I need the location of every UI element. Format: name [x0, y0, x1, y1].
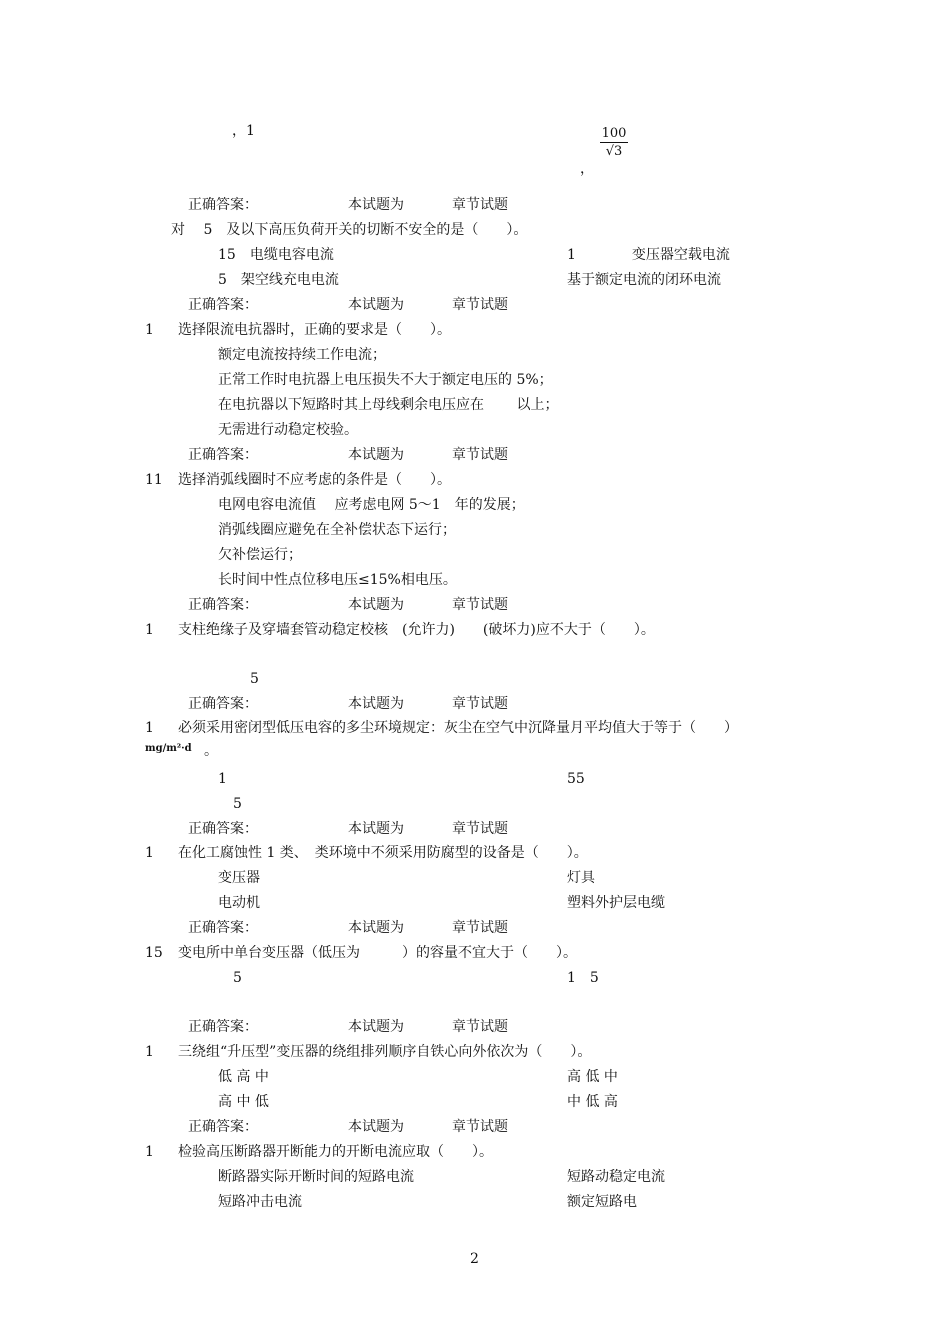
fraction-numerator: 100 [601, 126, 627, 141]
option-b: 灯具 [567, 870, 595, 886]
option-c: 短路冲击电流 [218, 1194, 302, 1210]
option-a: 15 电缆电容电流 [218, 247, 334, 263]
answer-label: 正确答案： [188, 920, 258, 936]
question-stem: 检验高压断路器开断能力的开断电流应取（ ）。 [178, 1144, 493, 1160]
answer-label: 正确答案： [188, 197, 258, 213]
question-number: 1 [145, 720, 154, 736]
stem-end-punctuation: 。 [204, 743, 218, 759]
option-b: 高 低 中 [567, 1069, 618, 1085]
question-type-label: 本试题为 [348, 920, 404, 936]
option-d: 基于额定电流的闭环电流 [567, 272, 721, 288]
unit-mg-per-m2-d: mg/m²·d [145, 743, 192, 754]
question-stem: 选择限流电抗器时，正确的要求是（ ）。 [178, 322, 451, 338]
option-b: 1 5 [567, 970, 599, 986]
question-type-label: 本试题为 [348, 597, 404, 613]
option-d: 无需进行动稳定校验。 [218, 422, 358, 438]
option-a: 5 [233, 970, 242, 986]
chapter-label: 章节试题 [452, 597, 508, 613]
question-stem: 支柱绝缘子及穿墙套管动稳定校核 (允许力) (破坏力)应不大于（ ）。 [178, 622, 655, 638]
top-fragment-text: ，1 [232, 123, 255, 139]
option-a: 额定电流按持续工作电流； [218, 347, 386, 363]
chapter-label: 章节试题 [452, 297, 508, 313]
option-c: 欠补偿运行； [218, 547, 302, 563]
question-stem: 变电所中单台变压器（低压为 ）的容量不宜大于（ ）。 [178, 945, 577, 961]
option-d: 长时间中性点位移电压≤15%相电压。 [218, 572, 457, 588]
question-number: 1 [145, 622, 154, 638]
option-b: 正常工作时电抗器上电压损失不大于额定电压的 5%； [218, 372, 553, 388]
option-a: 5 [250, 671, 259, 687]
chapter-label: 章节试题 [452, 920, 508, 936]
answer-label: 正确答案： [188, 696, 258, 712]
fraction-denominator: √3 [605, 144, 623, 159]
fraction-100-over-sqrt3 [600, 126, 628, 159]
question-number: 1 [145, 1144, 154, 1160]
question-stem: 对 5 及以下高压负荷开关的切断不安全的是（ ）。 [171, 222, 528, 238]
answer-label: 正确答案： [188, 821, 258, 837]
chapter-label: 章节试题 [452, 1019, 508, 1035]
option-b: 短路动稳定电流 [567, 1169, 665, 1185]
question-stem: 三绕组“升压型”变压器的绕组排列顺序自铁心向外依次为（ ）。 [178, 1044, 592, 1060]
chapter-label: 章节试题 [452, 696, 508, 712]
answer-label: 正确答案： [188, 1019, 258, 1035]
question-type-label: 本试题为 [348, 1119, 404, 1135]
option-a: 断路器实际开断时间的短路电流 [218, 1169, 414, 1185]
question-number: 1 [145, 845, 154, 861]
option-b: 1 变压器空载电流 [567, 247, 730, 263]
option-c: 5 架空线充电电流 [218, 272, 339, 288]
question-type-label: 本试题为 [348, 696, 404, 712]
answer-label: 正确答案： [188, 447, 258, 463]
option-c: 高 中 低 [218, 1094, 269, 1110]
question-type-label: 本试题为 [348, 297, 404, 313]
question-number: 1 [145, 1044, 154, 1060]
option-d: 塑料外护层电缆 [567, 895, 665, 911]
option-c: 5 [233, 796, 242, 812]
answer-label: 正确答案： [188, 597, 258, 613]
option-a: 低 高 中 [218, 1069, 269, 1085]
question-type-label: 本试题为 [348, 1019, 404, 1035]
question-stem: 在化工腐蚀性 1 类、 类环境中不须采用防腐型的设备是（ ）。 [178, 845, 588, 861]
question-number: 1 [145, 322, 154, 338]
option-c: 电动机 [218, 895, 260, 911]
question-type-label: 本试题为 [348, 447, 404, 463]
question-number: 15 [145, 945, 163, 961]
top-comma: ， [580, 161, 594, 177]
question-number: 11 [145, 472, 163, 488]
option-a: 变压器 [218, 870, 260, 886]
page-number: 2 [470, 1251, 479, 1267]
option-c: 在电抗器以下短路时其上母线剩余电压应在 以上； [218, 397, 559, 413]
chapter-label: 章节试题 [452, 821, 508, 837]
question-type-label: 本试题为 [348, 821, 404, 837]
option-b: 消弧线圈应避免在全补偿状态下运行； [218, 522, 456, 538]
option-d: 中 低 高 [567, 1094, 618, 1110]
question-stem: 选择消弧线圈时不应考虑的条件是（ ）。 [178, 472, 451, 488]
question-type-label: 本试题为 [348, 197, 404, 213]
chapter-label: 章节试题 [452, 1119, 508, 1135]
chapter-label: 章节试题 [452, 197, 508, 213]
question-stem: 必须采用密闭型低压电容的多尘环境规定：灰尘在空气中沉降量月平均值大于等于（ ） [178, 720, 738, 736]
option-a: 1 [218, 771, 227, 787]
answer-label: 正确答案： [188, 1119, 258, 1135]
option-d: 额定短路电 [567, 1194, 637, 1210]
option-b: 55 [567, 771, 585, 787]
option-a: 电网电容电流值 应考虑电网 5～1 年的发展； [218, 497, 525, 513]
chapter-label: 章节试题 [452, 447, 508, 463]
answer-label: 正确答案： [188, 297, 258, 313]
